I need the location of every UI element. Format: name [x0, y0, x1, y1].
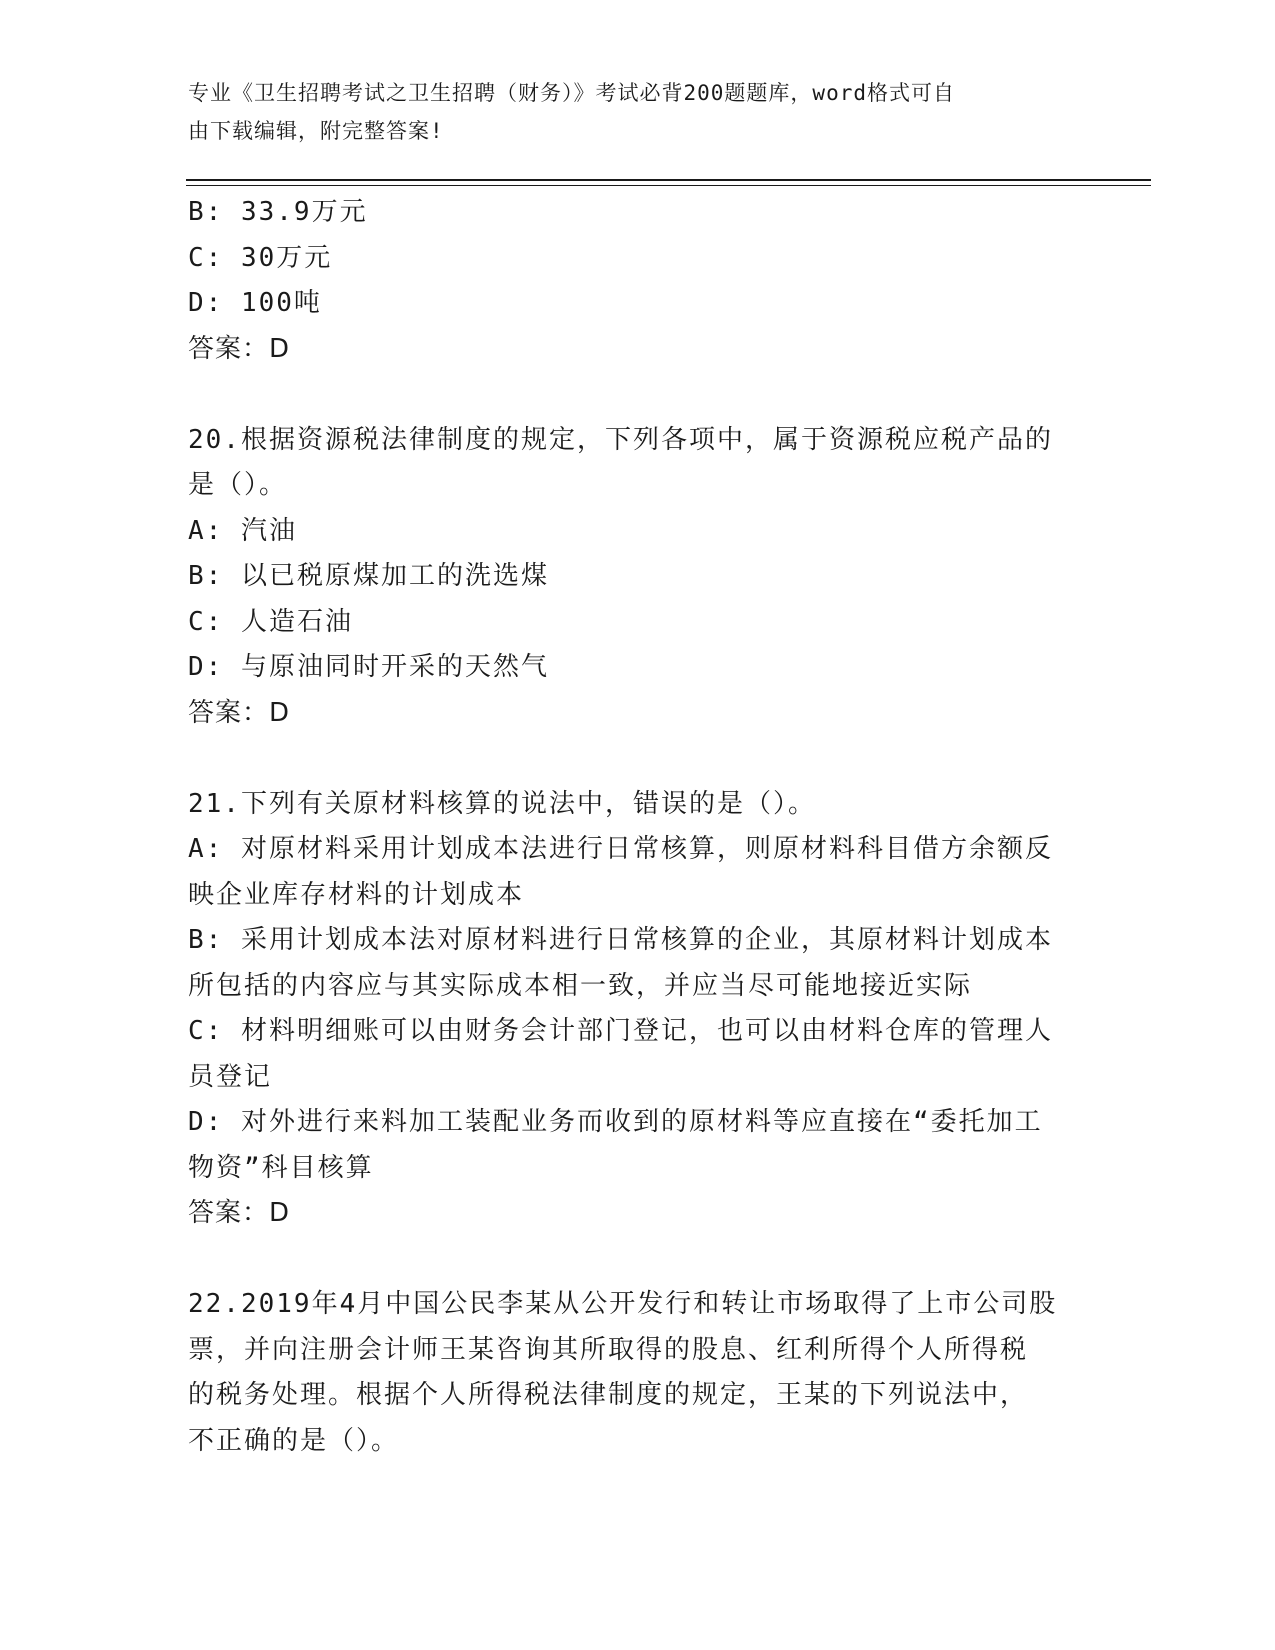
question-21 — [188, 782, 1088, 1237]
header-line-2: 由下载编辑，附完整答案! — [188, 119, 444, 143]
question-stem-line: 22.2019年4月中国公民李某从公开发行和转让市场取得了上市公司股 — [188, 1289, 1058, 1319]
question-22 — [188, 1282, 1088, 1464]
option-d: D: 对外进行来料加工装配业务而收到的原材料等应直接在“委托加工 — [188, 1107, 1043, 1137]
spacer — [188, 1237, 1088, 1283]
option-b: B: 以已税原煤加工的洗选煤 — [188, 561, 549, 591]
option-b: B: 33.9万元 — [188, 197, 368, 227]
question-20 — [188, 418, 1088, 737]
option-b: B: 采用计划成本法对原材料进行日常核算的企业，其原材料计划成本 — [188, 925, 1053, 955]
spacer — [188, 736, 1088, 782]
question-stem-line: 的税务处理。根据个人所得税法律制度的规定，王某的下列说法中， — [188, 1380, 1029, 1410]
option-c: C: 人造石油 — [188, 606, 353, 637]
answer-line: 答案：D — [188, 1198, 291, 1228]
document-body — [188, 190, 1088, 1464]
option-a: A: 汽油 — [188, 515, 297, 546]
option-c: C: 30万元 — [188, 242, 333, 273]
option-d: D: 100吨 — [188, 288, 322, 318]
option-a-continued: 映企业库存材料的计划成本 — [188, 879, 525, 910]
question-stem-line: 是（）。 — [188, 470, 288, 500]
answer-line: 答案：D — [188, 333, 291, 364]
header-rule-thick — [186, 179, 1151, 181]
option-a: A: 对原材料采用计划成本法进行日常核算，则原材料科目借方余额反 — [188, 834, 1053, 864]
option-b-continued: 所包括的内容应与其实际成本相一致，并应当尽可能地接近实际 — [188, 970, 973, 1001]
question-stem-line: 票，并向注册会计师王某咨询其所取得的股息、红利所得个人所得税 — [188, 1334, 1029, 1365]
option-d: D: 与原油同时开采的天然气 — [188, 652, 549, 682]
header-rule-thin — [186, 185, 1151, 186]
question-19-tail — [188, 190, 1088, 372]
option-c-continued: 员登记 — [188, 1061, 273, 1092]
spacer — [188, 372, 1088, 418]
question-stem-line: 不正确的是（）。 — [188, 1425, 400, 1456]
answer-line: 答案：D — [188, 697, 291, 728]
option-d-continued: 物资”科目核算 — [188, 1152, 374, 1183]
question-stem-line: 20.根据资源税法律制度的规定，下列各项中，属于资源税应税产品的 — [188, 424, 1053, 455]
header-line-1: 专业《卫生招聘考试之卫生招聘（财务）》考试必背200题题库，word格式可自 — [188, 81, 955, 105]
option-c: C: 材料明细账可以由财务会计部门登记，也可以由材料仓库的管理人 — [188, 1016, 1053, 1046]
document-header — [188, 74, 1068, 150]
question-stem-line: 21.下列有关原材料核算的说法中，错误的是（）。 — [188, 788, 816, 819]
